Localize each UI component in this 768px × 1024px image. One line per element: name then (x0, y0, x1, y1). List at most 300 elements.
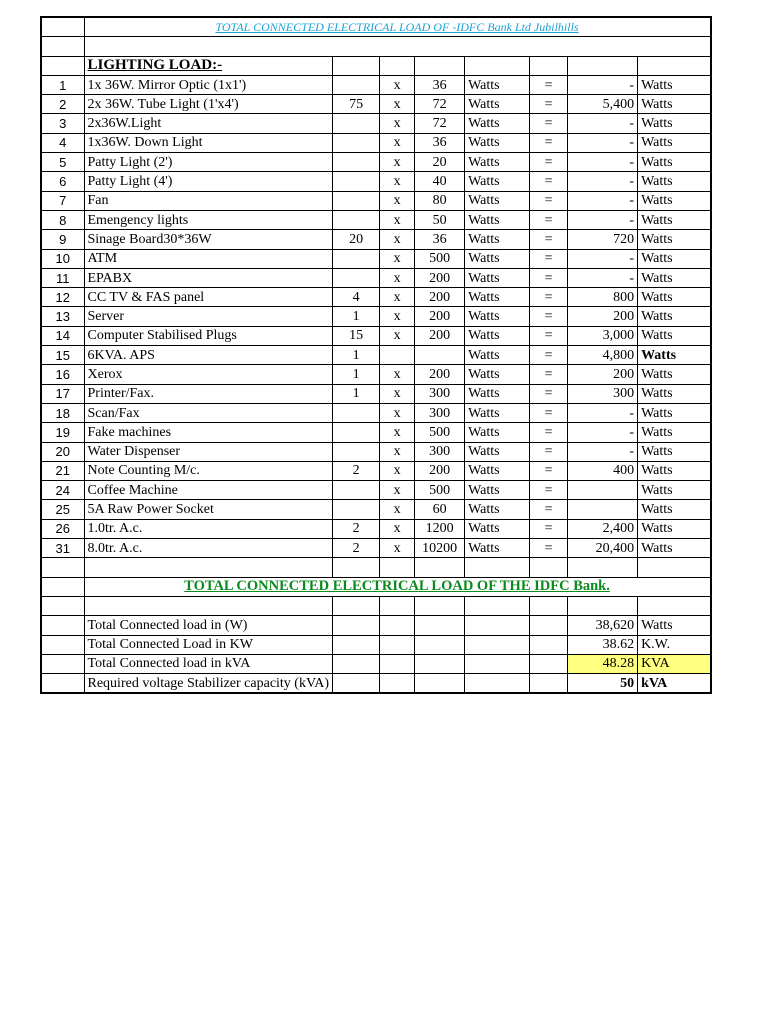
total-unit-label[interactable]: Watts (638, 153, 711, 172)
cell[interactable] (41, 635, 84, 654)
multiply-sign[interactable]: x (380, 519, 415, 538)
total-unit-label[interactable]: Watts (638, 172, 711, 191)
item-description[interactable]: Fake machines (84, 423, 333, 442)
summary-value[interactable]: 50 (568, 674, 638, 694)
unit-label[interactable]: Watts (465, 461, 530, 480)
row-number[interactable]: 10 (41, 249, 84, 268)
cell[interactable] (530, 616, 568, 635)
total-unit-label[interactable]: Watts (638, 75, 711, 94)
item-quantity[interactable]: 2 (333, 461, 380, 480)
row-total[interactable]: - (568, 210, 638, 229)
unit-watts[interactable]: 200 (415, 307, 465, 326)
row-total[interactable]: - (568, 268, 638, 287)
multiply-sign[interactable] (380, 346, 415, 365)
row-total[interactable]: 800 (568, 288, 638, 307)
unit-watts[interactable]: 200 (415, 268, 465, 287)
item-quantity[interactable]: 1 (333, 346, 380, 365)
item-description[interactable]: Patty Light (4') (84, 172, 333, 191)
total-unit-label[interactable]: Watts (638, 268, 711, 287)
multiply-sign[interactable]: x (380, 249, 415, 268)
equals-sign[interactable]: = (530, 481, 568, 500)
summary-label[interactable]: Total Connected load in kVA (84, 654, 333, 673)
section-heading[interactable]: LIGHTING LOAD:- (84, 56, 333, 75)
item-description[interactable]: Patty Light (2') (84, 153, 333, 172)
cell[interactable] (380, 635, 415, 654)
unit-watts[interactable]: 500 (415, 249, 465, 268)
row-total[interactable]: - (568, 442, 638, 461)
item-description[interactable]: EPABX (84, 268, 333, 287)
row-total[interactable]: - (568, 153, 638, 172)
row-number[interactable]: 4 (41, 133, 84, 152)
total-unit-label[interactable]: Watts (638, 326, 711, 345)
cell[interactable] (568, 56, 638, 75)
row-total[interactable]: 5,400 (568, 95, 638, 114)
summary-unit[interactable]: KVA (638, 654, 711, 673)
item-description[interactable]: CC TV & FAS panel (84, 288, 333, 307)
row-total[interactable]: - (568, 249, 638, 268)
total-unit-label[interactable]: Watts (638, 461, 711, 480)
item-description[interactable]: 2x36W.Light (84, 114, 333, 133)
item-quantity[interactable] (333, 172, 380, 191)
equals-sign[interactable]: = (530, 133, 568, 152)
row-total[interactable]: 720 (568, 230, 638, 249)
unit-watts[interactable] (415, 346, 465, 365)
total-unit-label[interactable]: Watts (638, 230, 711, 249)
cell[interactable] (380, 596, 415, 615)
summary-value[interactable]: 48.28 (568, 654, 638, 673)
item-description[interactable]: 2x 36W. Tube Light (1'x4') (84, 95, 333, 114)
row-total[interactable]: 300 (568, 384, 638, 403)
cell[interactable] (530, 596, 568, 615)
cell[interactable] (41, 37, 84, 56)
unit-label[interactable]: Watts (465, 191, 530, 210)
multiply-sign[interactable]: x (380, 288, 415, 307)
cell[interactable] (41, 558, 84, 577)
multiply-sign[interactable]: x (380, 153, 415, 172)
unit-label[interactable]: Watts (465, 153, 530, 172)
multiply-sign[interactable]: x (380, 384, 415, 403)
cell[interactable] (333, 596, 380, 615)
multiply-sign[interactable]: x (380, 423, 415, 442)
row-number[interactable]: 11 (41, 268, 84, 287)
total-unit-label[interactable]: Watts (638, 500, 711, 519)
multiply-sign[interactable]: x (380, 461, 415, 480)
item-quantity[interactable] (333, 191, 380, 210)
cell[interactable] (530, 635, 568, 654)
unit-watts[interactable]: 1200 (415, 519, 465, 538)
table-row (41, 326, 711, 345)
item-description[interactable]: Server (84, 307, 333, 326)
unit-watts[interactable]: 72 (415, 114, 465, 133)
unit-label[interactable]: Watts (465, 403, 530, 422)
multiply-sign[interactable]: x (380, 95, 415, 114)
row-number[interactable]: 5 (41, 153, 84, 172)
unit-label[interactable]: Watts (465, 500, 530, 519)
unit-label[interactable]: Watts (465, 442, 530, 461)
item-description[interactable]: Note Counting M/c. (84, 461, 333, 480)
cell[interactable] (41, 56, 84, 75)
item-quantity[interactable]: 1 (333, 384, 380, 403)
item-quantity[interactable] (333, 153, 380, 172)
unit-label[interactable]: Watts (465, 172, 530, 191)
item-quantity[interactable]: 20 (333, 230, 380, 249)
unit-watts[interactable]: 20 (415, 153, 465, 172)
cell[interactable] (465, 558, 530, 577)
equals-sign[interactable]: = (530, 346, 568, 365)
cell[interactable] (568, 558, 638, 577)
summary-row (41, 654, 711, 673)
equals-sign[interactable]: = (530, 365, 568, 384)
unit-watts[interactable]: 50 (415, 210, 465, 229)
unit-watts[interactable]: 200 (415, 288, 465, 307)
row-number[interactable]: 26 (41, 519, 84, 538)
spacer-row (41, 596, 711, 615)
item-quantity[interactable]: 1 (333, 307, 380, 326)
row-total[interactable]: - (568, 403, 638, 422)
multiply-sign[interactable]: x (380, 172, 415, 191)
cell[interactable] (530, 558, 568, 577)
row-total[interactable]: 20,400 (568, 539, 638, 558)
total-unit-label[interactable]: Watts (638, 384, 711, 403)
item-quantity[interactable]: 4 (333, 288, 380, 307)
item-quantity[interactable]: 2 (333, 539, 380, 558)
item-quantity[interactable]: 2 (333, 519, 380, 538)
item-quantity[interactable] (333, 500, 380, 519)
cell[interactable] (415, 616, 465, 635)
multiply-sign[interactable]: x (380, 500, 415, 519)
cell[interactable] (465, 635, 530, 654)
item-quantity[interactable]: 15 (333, 326, 380, 345)
cell[interactable] (380, 558, 415, 577)
item-quantity[interactable] (333, 75, 380, 94)
summary-unit[interactable]: kVA (638, 674, 711, 694)
equals-sign[interactable]: = (530, 288, 568, 307)
total-unit-label[interactable]: Watts (638, 191, 711, 210)
cell[interactable] (41, 17, 84, 37)
multiply-sign[interactable]: x (380, 365, 415, 384)
item-description[interactable]: 5A Raw Power Socket (84, 500, 333, 519)
row-total[interactable]: - (568, 114, 638, 133)
cell[interactable] (530, 674, 568, 694)
equals-sign[interactable]: = (530, 403, 568, 422)
cell[interactable] (415, 654, 465, 673)
equals-sign[interactable]: = (530, 461, 568, 480)
equals-sign[interactable]: = (530, 268, 568, 287)
row-total[interactable] (568, 500, 638, 519)
total-unit-label[interactable]: Watts (638, 403, 711, 422)
cell[interactable] (568, 596, 638, 615)
cell[interactable] (84, 558, 333, 577)
equals-sign[interactable]: = (530, 172, 568, 191)
multiply-sign[interactable]: x (380, 114, 415, 133)
unit-label[interactable]: Watts (465, 519, 530, 538)
unit-watts[interactable]: 60 (415, 500, 465, 519)
cell[interactable] (380, 654, 415, 673)
total-unit-label[interactable]: Watts (638, 307, 711, 326)
summary-row (41, 635, 711, 654)
summary-value[interactable]: 38.62 (568, 635, 638, 654)
row-number[interactable]: 31 (41, 539, 84, 558)
unit-label[interactable]: Watts (465, 481, 530, 500)
cell[interactable] (415, 596, 465, 615)
cell[interactable] (380, 56, 415, 75)
row-number[interactable]: 24 (41, 481, 84, 500)
equals-sign[interactable]: = (530, 500, 568, 519)
unit-label[interactable]: Watts (465, 326, 530, 345)
unit-label[interactable]: Watts (465, 539, 530, 558)
cell[interactable] (41, 674, 84, 694)
summary-unit[interactable]: Watts (638, 616, 711, 635)
item-description[interactable]: Water Dispenser (84, 442, 333, 461)
multiply-sign[interactable]: x (380, 326, 415, 345)
item-description[interactable]: 8.0tr. A.c. (84, 539, 333, 558)
equals-sign[interactable]: = (530, 519, 568, 538)
unit-watts[interactable]: 80 (415, 191, 465, 210)
item-description[interactable]: Fan (84, 191, 333, 210)
item-description[interactable]: Scan/Fax (84, 403, 333, 422)
item-description[interactable]: Computer Stabilised Plugs (84, 326, 333, 345)
item-description[interactable]: Coffee Machine (84, 481, 333, 500)
cell[interactable] (333, 674, 380, 694)
item-description[interactable]: Emengency lights (84, 210, 333, 229)
cell[interactable] (465, 616, 530, 635)
row-total[interactable]: 400 (568, 461, 638, 480)
row-number[interactable]: 1 (41, 75, 84, 94)
unit-label[interactable]: Watts (465, 288, 530, 307)
equals-sign[interactable]: = (530, 326, 568, 345)
unit-label[interactable]: Watts (465, 307, 530, 326)
equals-sign[interactable]: = (530, 153, 568, 172)
row-total[interactable]: 200 (568, 365, 638, 384)
cell[interactable] (41, 596, 84, 615)
cell[interactable] (465, 56, 530, 75)
total-unit-label[interactable]: Watts (638, 210, 711, 229)
row-number[interactable]: 8 (41, 210, 84, 229)
cell[interactable] (380, 674, 415, 694)
unit-watts[interactable]: 300 (415, 442, 465, 461)
unit-watts[interactable]: 200 (415, 326, 465, 345)
unit-label[interactable]: Watts (465, 114, 530, 133)
unit-label[interactable]: Watts (465, 210, 530, 229)
cell[interactable] (41, 616, 84, 635)
equals-sign[interactable]: = (530, 75, 568, 94)
unit-label[interactable]: Watts (465, 365, 530, 384)
total-unit-label[interactable]: Watts (638, 481, 711, 500)
row-total[interactable]: - (568, 423, 638, 442)
total-unit-label[interactable]: Watts (638, 539, 711, 558)
cell[interactable] (84, 596, 333, 615)
table-row (41, 191, 711, 210)
row-number[interactable]: 16 (41, 365, 84, 384)
cell[interactable] (415, 56, 465, 75)
item-quantity[interactable] (333, 249, 380, 268)
item-quantity[interactable]: 1 (333, 365, 380, 384)
equals-sign[interactable]: = (530, 210, 568, 229)
item-quantity[interactable] (333, 403, 380, 422)
item-quantity[interactable]: 75 (333, 95, 380, 114)
item-description[interactable]: Xerox (84, 365, 333, 384)
cell[interactable] (41, 577, 84, 596)
equals-sign[interactable]: = (530, 95, 568, 114)
row-number[interactable]: 19 (41, 423, 84, 442)
row-number[interactable]: 7 (41, 191, 84, 210)
multiply-sign[interactable]: x (380, 403, 415, 422)
item-description[interactable]: Printer/Fax. (84, 384, 333, 403)
unit-label[interactable]: Watts (465, 249, 530, 268)
summary-label[interactable]: Required voltage Stabilizer capacity (kVA) (84, 674, 333, 694)
item-description[interactable]: 1x 36W. Mirror Optic (1x1') (84, 75, 333, 94)
unit-label[interactable]: Watts (465, 95, 530, 114)
cell[interactable] (465, 596, 530, 615)
equals-sign[interactable]: = (530, 384, 568, 403)
summary-heading[interactable]: TOTAL CONNECTED ELECTRICAL LOAD OF THE IDFC Bank. (84, 577, 711, 596)
item-description[interactable]: 6KVA. APS (84, 346, 333, 365)
cell[interactable] (415, 674, 465, 694)
multiply-sign[interactable]: x (380, 133, 415, 152)
multiply-sign[interactable]: x (380, 268, 415, 287)
row-number[interactable]: 14 (41, 326, 84, 345)
row-number[interactable]: 12 (41, 288, 84, 307)
row-total[interactable]: - (568, 172, 638, 191)
unit-watts[interactable]: 36 (415, 75, 465, 94)
item-quantity[interactable] (333, 133, 380, 152)
multiply-sign[interactable]: x (380, 230, 415, 249)
summary-unit[interactable]: K.W. (638, 635, 711, 654)
cell[interactable] (380, 616, 415, 635)
unit-label[interactable]: Watts (465, 384, 530, 403)
item-quantity[interactable] (333, 442, 380, 461)
equals-sign[interactable]: = (530, 307, 568, 326)
unit-label[interactable]: Watts (465, 268, 530, 287)
multiply-sign[interactable]: x (380, 442, 415, 461)
cell[interactable] (638, 56, 711, 75)
unit-watts[interactable]: 300 (415, 384, 465, 403)
unit-watts[interactable]: 72 (415, 95, 465, 114)
cell[interactable] (638, 596, 711, 615)
unit-watts[interactable]: 500 (415, 481, 465, 500)
cell[interactable] (333, 56, 380, 75)
unit-watts[interactable]: 36 (415, 230, 465, 249)
row-number[interactable]: 15 (41, 346, 84, 365)
row-number[interactable]: 6 (41, 172, 84, 191)
item-quantity[interactable] (333, 423, 380, 442)
cell[interactable] (333, 558, 380, 577)
row-number[interactable]: 9 (41, 230, 84, 249)
item-quantity[interactable] (333, 210, 380, 229)
multiply-sign[interactable]: x (380, 481, 415, 500)
row-number[interactable]: 3 (41, 114, 84, 133)
unit-label[interactable]: Watts (465, 75, 530, 94)
cell[interactable] (530, 56, 568, 75)
multiply-sign[interactable]: x (380, 307, 415, 326)
total-unit-label[interactable]: Watts (638, 365, 711, 384)
unit-watts[interactable]: 40 (415, 172, 465, 191)
row-number[interactable]: 13 (41, 307, 84, 326)
unit-watts[interactable]: 36 (415, 133, 465, 152)
row-total[interactable] (568, 481, 638, 500)
unit-watts[interactable]: 200 (415, 461, 465, 480)
unit-watts[interactable]: 10200 (415, 539, 465, 558)
row-total[interactable]: 200 (568, 307, 638, 326)
summary-value[interactable]: 38,620 (568, 616, 638, 635)
row-total[interactable]: - (568, 191, 638, 210)
item-description[interactable]: ATM (84, 249, 333, 268)
row-total[interactable]: 3,000 (568, 326, 638, 345)
cell[interactable] (84, 37, 711, 56)
row-total[interactable]: 2,400 (568, 519, 638, 538)
row-number[interactable]: 2 (41, 95, 84, 114)
cell[interactable] (638, 558, 711, 577)
row-number[interactable]: 17 (41, 384, 84, 403)
equals-sign[interactable]: = (530, 539, 568, 558)
cell[interactable] (530, 654, 568, 673)
unit-label[interactable]: Watts (465, 133, 530, 152)
summary-label[interactable]: Total Connected Load in KW (84, 635, 333, 654)
item-quantity[interactable] (333, 114, 380, 133)
row-number[interactable]: 20 (41, 442, 84, 461)
unit-watts[interactable]: 200 (415, 365, 465, 384)
equals-sign[interactable]: = (530, 230, 568, 249)
item-description[interactable]: 1.0tr. A.c. (84, 519, 333, 538)
row-number[interactable]: 18 (41, 403, 84, 422)
unit-label[interactable]: Watts (465, 423, 530, 442)
total-unit-label[interactable]: Watts (638, 288, 711, 307)
equals-sign[interactable]: = (530, 249, 568, 268)
row-total[interactable]: - (568, 133, 638, 152)
total-unit-label[interactable]: Watts (638, 114, 711, 133)
multiply-sign[interactable]: x (380, 210, 415, 229)
total-unit-label[interactable]: Watts (638, 423, 711, 442)
row-total[interactable]: - (568, 75, 638, 94)
summary-label[interactable]: Total Connected load in (W) (84, 616, 333, 635)
unit-label[interactable]: Watts (465, 346, 530, 365)
multiply-sign[interactable]: x (380, 75, 415, 94)
total-unit-label[interactable]: Watts (638, 95, 711, 114)
sheet-title[interactable]: TOTAL CONNECTED ELECTRICAL LOAD OF -IDFC Bank Ltd Jubilhills (84, 17, 711, 37)
row-number[interactable]: 21 (41, 461, 84, 480)
equals-sign[interactable]: = (530, 423, 568, 442)
cell[interactable] (333, 635, 380, 654)
table-row (41, 172, 711, 191)
equals-sign[interactable]: = (530, 191, 568, 210)
total-unit-label[interactable]: Watts (638, 249, 711, 268)
cell[interactable] (333, 616, 380, 635)
item-description[interactable]: Sinage Board30*36W (84, 230, 333, 249)
item-description[interactable]: 1x36W. Down Light (84, 133, 333, 152)
row-total[interactable]: 4,800 (568, 346, 638, 365)
equals-sign[interactable]: = (530, 114, 568, 133)
cell[interactable] (333, 654, 380, 673)
row-number[interactable]: 25 (41, 500, 84, 519)
equals-sign[interactable]: = (530, 442, 568, 461)
unit-watts[interactable]: 500 (415, 423, 465, 442)
cell[interactable] (415, 635, 465, 654)
cell[interactable] (41, 654, 84, 673)
total-unit-label[interactable]: Watts (638, 133, 711, 152)
multiply-sign[interactable]: x (380, 539, 415, 558)
unit-label[interactable]: Watts (465, 230, 530, 249)
cell[interactable] (465, 654, 530, 673)
item-quantity[interactable] (333, 268, 380, 287)
total-unit-label[interactable]: Watts (638, 442, 711, 461)
total-unit-label[interactable]: Watts (638, 346, 711, 365)
multiply-sign[interactable]: x (380, 191, 415, 210)
cell[interactable] (465, 674, 530, 694)
total-unit-label[interactable]: Watts (638, 519, 711, 538)
cell[interactable] (415, 558, 465, 577)
unit-watts[interactable]: 300 (415, 403, 465, 422)
item-quantity[interactable] (333, 481, 380, 500)
